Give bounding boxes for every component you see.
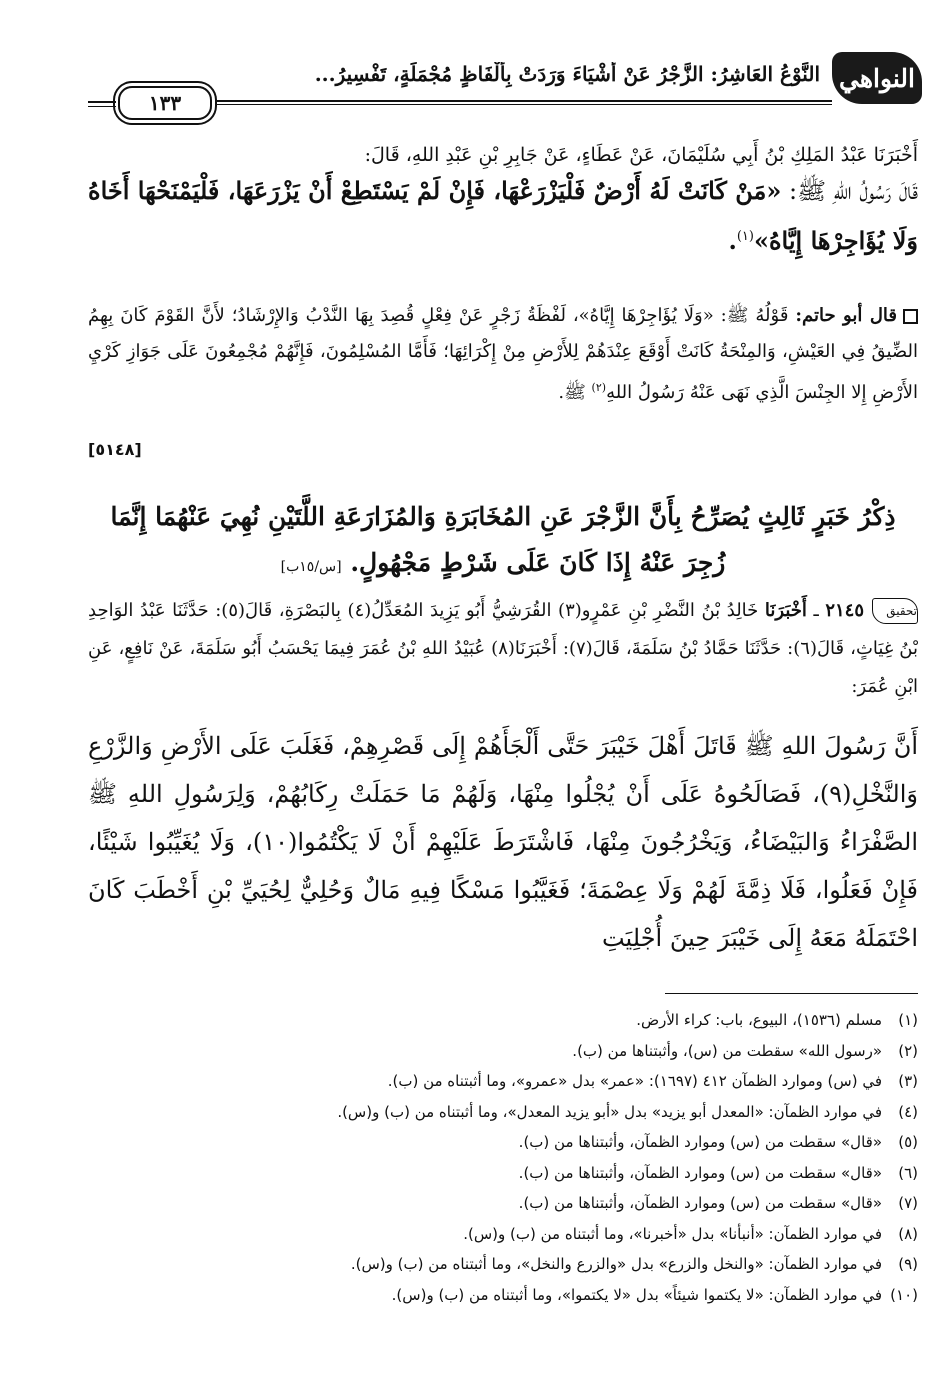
tahqiq-icon: تحقيق: [872, 598, 918, 624]
footnote-text: «قال» سقطت من (س) وموارد الظمآن، وأثبتناها من (ب).: [518, 1133, 882, 1152]
footnote: [88, 1188, 918, 1219]
footnote-text: في موارد الظمآن: «لا يكتموا شيئاً» بدل «لا يكتموا»، وما أثبتناه من (ب) و(س).: [391, 1285, 882, 1304]
section-title: [88, 494, 918, 590]
note-end: ﷺ.: [558, 382, 592, 403]
hadith-isnad: تحقيق٢١٤٥ ـ أَخْبَرَنَا خَالِدُ بْنُ النَّضْرِ بْنِ عَمْرٍو(٣) القُرَشِيُّ أَبُو يَزِيدَ المُعَدِّلُ(٤) بِالبَصْرَةِ، قَالَ(٥): حَدَّثَنَا عَبْدُ الوَاحِدِ بْنُ غِيَاثٍ، قَالَ(٦): حَدَّثَنَا حَمَّادُ بْنُ سَلَمَةَ، قَالَ(٧): أَخْبَرَنَا(٨) عُبَيْدُ اللهِ بْنُ عُمَرَ فِيمَا يَحْسَبُ أَبُو سَلَمَةَ، عَنْ نَافِعٍ، عَنِ ابْنِ عُمَرَ:: [88, 600, 918, 697]
footnote-text: في موارد الظمآن: «أنبأنا» بدل «أخبرنا»، وما أثبتناه من (ب) و(س).: [463, 1224, 882, 1243]
chapter-badge-label: النواهي: [839, 63, 915, 93]
footnote: [88, 1097, 918, 1128]
header-rule-thin: [212, 104, 832, 105]
footnote-text: في موارد الظمآن: «المعدل أبو يزيد» بدل «أبو يزيد المعدل»، وما أثبتناه من (ب) و(س).: [337, 1102, 882, 1121]
footnote-text: في موارد الظمآن: «والنخل والزرع» بدل «والزرع والنخل»، وما أثبتناه من (ب) و(س).: [350, 1255, 882, 1274]
isnad-akhbarana: أَخْبَرَنَا: [764, 600, 807, 621]
footnote-text: «قال» سقطت من (س) وموارد الظمآن، وأثبتناها من (ب).: [518, 1194, 882, 1213]
header-rule: [212, 100, 832, 102]
note-label: قال أبو حاتم:: [795, 305, 897, 326]
footnote-number: (١): [898, 1011, 918, 1030]
isnad-text: خَالِدُ بْنُ النَّضْرِ بْنِ عَمْرٍو(٣) القُرَشِيُّ أَبُو يَزِيدَ المُعَدِّلُ(٤) بِالبَصْرَةِ، قَالَ(٥): حَدَّثَنَا عَبْدُ الوَاحِدِ بْنُ غِيَاثٍ، قَالَ(٦): حَدَّثَنَا حَمَّادُ بْنُ سَلَمَةَ، قَالَ(٧): أَخْبَرَنَا(٨) عُبَيْدُ اللهِ بْنُ عُمَرَ فِيمَا يَحْسَبُ أَبُو سَلَمَةَ، عَنْ نَافِعٍ، عَنِ ابْنِ عُمَرَ:: [88, 600, 918, 697]
commentary-note: [88, 298, 918, 411]
footnote: [88, 1066, 918, 1097]
footnote-number: (٧): [898, 1194, 918, 1213]
footnote-number: (٢): [898, 1041, 918, 1060]
note-text: قَوْلُهُ ﷺ: «وَلَا يُؤَاجِرْهَا إِيَّاهُ»، لَفْظَةُ زَجْرٍ عَنْ فِعْلٍ قُصِدَ بِهَا النَّدْبُ وَالإِرْشَادُ؛ لأَنَّ القَوْمَ كَانَ بِهِمُ الضِّيقُ فِي العَيْشِ، وَالمِنْحَةُ كَانَتْ أَوْقَعَ عِنْدَهُمْ لِلأَرْضِ مِنْ إِكْرَائِهَا؛ فَأَمَّا المُسْلِمُونَ، فَإِنَّهُمْ مُجْمِعُونَ عَلَى جَوَازِ كَرْيِ الأَرْضِ إِلا الجِنْسَ الَّذِي نَهَى عَنْهُ رَسُولُ اللهِ: [88, 305, 918, 403]
hadith-matn: أَنَّ رَسُولَ اللهِ ﷺ قَاتَلَ أَهْلَ خَيْبَرَ حَتَّى أَلْجَأَهُمْ إِلَى قَصْرِهِمْ، فَغَلَبَ عَلَى الأَرْضِ وَالزَّرْعِ وَالنَّخْلِ(٩)، فَصَالَحُوهُ عَلَى أَنْ يُجْلُوا مِنْهَا، وَلَهُمْ مَا حَمَلَتْ رِكَابُهُمْ، وَلِرَسُولِ اللهِ ﷺ الصَّفْرَاءُ وَالبَيْضَاءُ، وَيَخْرُجُونَ مِنْهَا، فَاشْتَرَطَ عَلَيْهِمْ أَنْ لَا يَكْتُمُوا(١٠)، وَلَا يُغَيِّبُوا شَيْئًا، فَإِنْ فَعَلُوا، فَلَا ذِمَّةَ لَهُمْ وَلَا عِصْمَةَ؛ فَغَيَّبُوا مَسْكًا فِيهِ مَالٌ وَحُلِيٌّ لِحُيَيِّ بْنِ أَخْطَبَ كَانَ احْتَمَلَهُ مَعَهُ إِلَى خَيْبَرَ حِينَ أُجْلِيَتِ: [88, 732, 919, 952]
footnote-text: «قال» سقطت من (س) وموارد الظمآن، وأثبتناها من (ب).: [518, 1163, 882, 1182]
footnotes: [88, 1005, 918, 1310]
footnote-text: في (س) وموارد الظمآن ٤١٢ (١٦٩٧): «عمر» بدل «عمرو»، وما أثبتناه من (ب).: [387, 1072, 882, 1091]
square-marker-icon: [903, 309, 918, 324]
footnote-number: (٣): [898, 1072, 918, 1091]
footnote-number: (٥): [898, 1133, 918, 1152]
footnote-text: «رسول الله» سقطت من (س)، وأثبتناها من (ب).: [572, 1041, 882, 1060]
footnote-number: (٤): [898, 1102, 918, 1121]
footnote: [88, 1158, 918, 1189]
section-title-text: ذِكْرُ خَبَرٍ ثَالِثٍ يُصَرِّحُ بِأَنَّ الزَّجْرَ عَنِ المُخَابَرَةِ وَالمُزَارَعَةِ اللَّتَيْنِ نُهِيَ عَنْهُمَا إِنَّمَا زُجِرَ عَنْهُ إِذَا كَانَ عَلَى شَرْطٍ مَجْهُولٍ.: [110, 502, 896, 577]
hadith-intro: قَالَ رَسُولُ اللهِ ﷺ:: [781, 177, 918, 205]
footnote: [88, 1036, 918, 1067]
page-number-rule-thin: [88, 106, 116, 107]
page-number-rule: [88, 101, 116, 103]
footnote: [88, 1219, 918, 1250]
footnote-number: (٦): [898, 1163, 918, 1182]
footnote-text: مسلم (١٥٣٦)، البيوع، باب: كراء الأرض.: [636, 1011, 882, 1030]
footnote-ref: (٢): [591, 381, 607, 394]
hadith-cross-ref: [٥١٤٨]: [88, 440, 142, 459]
chapter-badge: [832, 52, 922, 104]
footnote: [88, 1005, 918, 1036]
running-title: النَّوْعُ العَاشِرُ: الزَّجْرُ عَنْ أَشْيَاءَ وَرَدَتْ بِأَلْفَاظٍ مُجْمَلَةٍ، تَفْسِيرُ...: [314, 62, 820, 86]
page-number: ١٣٣: [118, 86, 212, 120]
footnote-number: (١٠): [890, 1285, 918, 1304]
footnote: [88, 1280, 918, 1311]
footnote-number: (٨): [898, 1224, 918, 1243]
isnad-line: أَخْبَرَنَا عَبْدُ المَلِكِ بْنُ أَبِي سُلَيْمَانَ، عَنْ عَطَاءٍ، عَنْ جَابِرِ بْنِ عَبْدِ اللهِ، قَالَ:: [364, 144, 918, 166]
footnote-rule: [665, 993, 918, 994]
footnote: [88, 1249, 918, 1280]
footnote-number: (٩): [898, 1255, 918, 1274]
hadith-number: ٢١٤٥: [825, 600, 865, 621]
hadith-text: قَالَ رَسُولُ اللهِ ﷺ: «مَنْ كَانَتْ لَهُ أَرْضٌ فَلْيَزْرَعْهَا، فَإِنْ لَمْ يَسْتَطِعْ أَنْ يَزْرَعَهَا، فَلْيَمْنَحْهَا أَخَاهُ وَلَا يُؤَاجِرْهَا إِيَّاهُ»$^{(١)}$.: [88, 176, 918, 255]
section-manuscript-ref: [س/١٥ب]: [280, 559, 342, 575]
hadith-quote: «مَنْ كَانَتْ لَهُ أَرْضٌ فَلْيَزْرَعْهَا، فَإِنْ لَمْ يَسْتَطِعْ أَنْ يَزْرَعَهَا، فَلْيَمْنَحْهَا أَخَاهُ وَلَا يُؤَاجِرْهَا إِيَّاهُ»: [88, 176, 918, 255]
footnote-ref: (١): [736, 229, 754, 244]
footnote: [88, 1127, 918, 1158]
